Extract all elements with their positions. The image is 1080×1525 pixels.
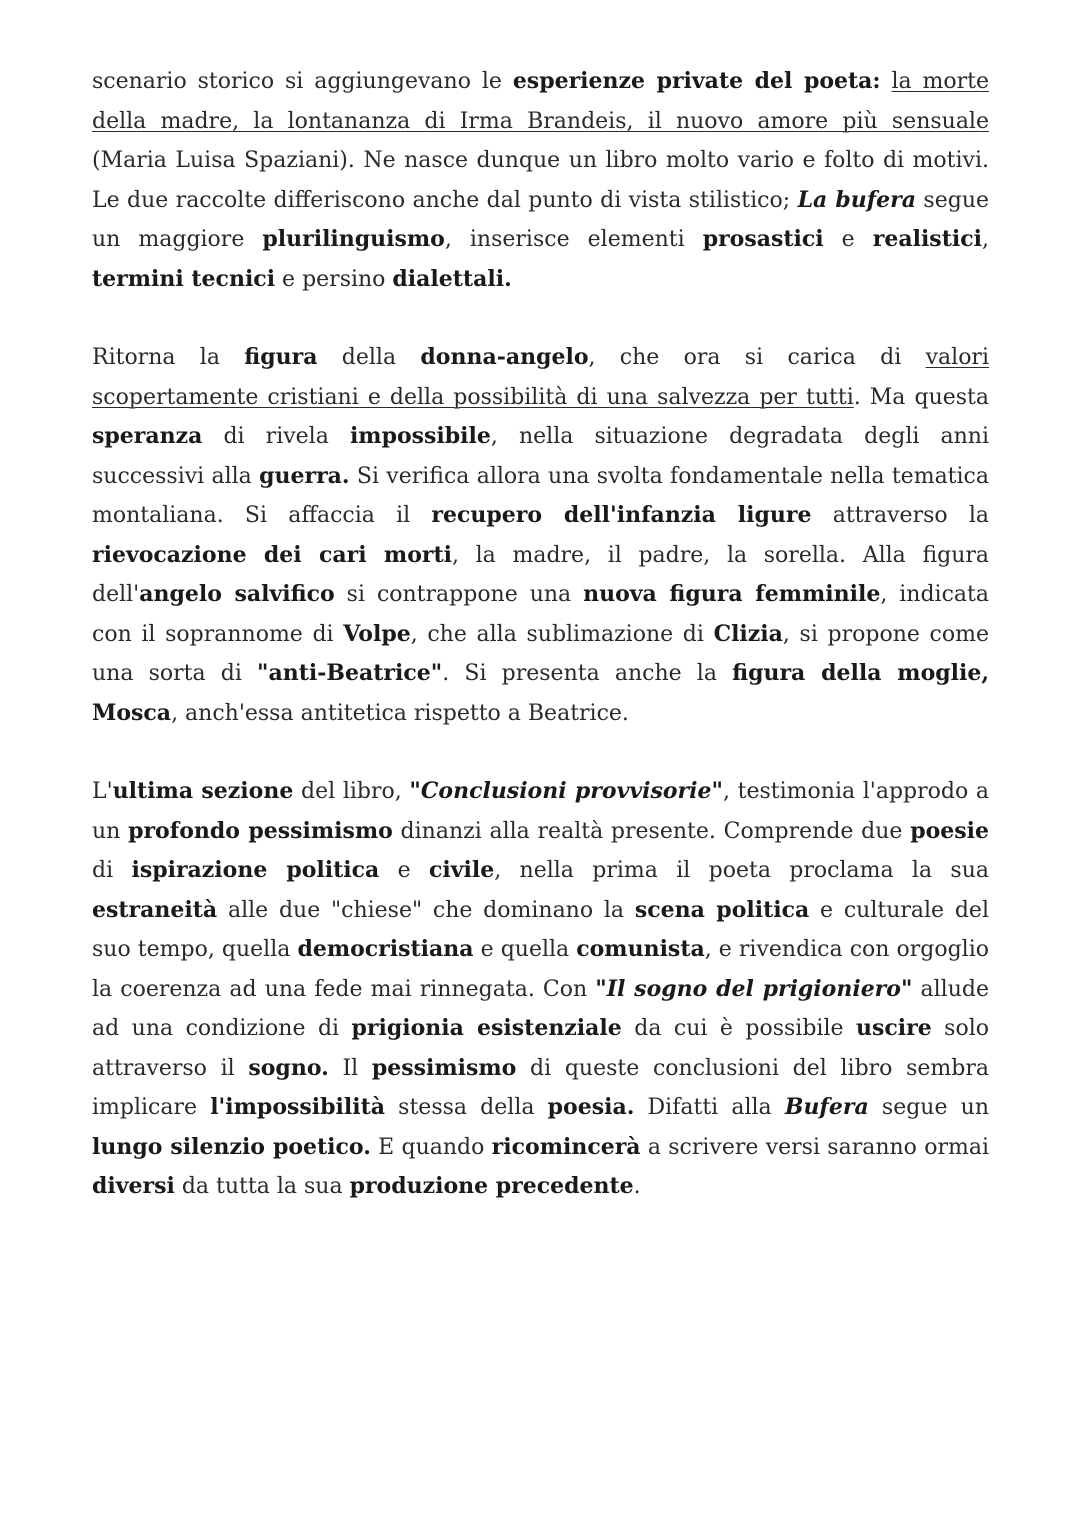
text-run: . (633, 1174, 641, 1199)
emphasized-text: profondo pessimismo (128, 817, 393, 844)
emphasized-text: valori scopertamente cristiani e della possibilità di una salvezza per tutti (92, 345, 989, 410)
text-run: dinanzi alla realtà presente. Comprende due (392, 818, 911, 844)
text-run: solo attraverso il (92, 1016, 989, 1081)
text-run: , nella situazione degradata degli anni successivi alla (92, 424, 989, 489)
emphasized-text: nuova figura femminile (583, 581, 881, 607)
emphasized-text: "Il sogno del prigioniero" (595, 975, 913, 1002)
text-run: , che ora si carica di (588, 345, 926, 370)
text-run: alle due "chiese" che dominano la (217, 897, 635, 923)
emphasized-text: dialettali. (392, 265, 512, 292)
emphasized-text: scena politica (634, 896, 810, 923)
emphasized-text: plurilinguismo (262, 226, 445, 252)
text-run: segue un maggiore (92, 187, 990, 252)
emphasized-text: uscire (855, 1015, 932, 1041)
emphasized-text: termini tecnici (92, 265, 276, 292)
emphasized-text: figura della moglie, Mosca (92, 660, 990, 726)
text-run: di queste conclusioni del libro sembra implicare (92, 1055, 989, 1120)
emphasized-text: pessimismo (371, 1054, 517, 1081)
text-run: scenario storico si aggiungevano le (92, 69, 513, 94)
text-run: e culturale del suo tempo, quella (92, 897, 989, 962)
paragraph-conclusioni-provvisorie (92, 772, 989, 1207)
emphasized-text: poesia. (547, 1094, 635, 1120)
emphasized-text: prosastici (702, 226, 824, 252)
text-run: . Ma questa (853, 384, 990, 410)
text-run: del libro, (293, 779, 410, 804)
emphasized-text: prigionia esistenziale (351, 1015, 622, 1041)
document-page (92, 62, 989, 1207)
emphasized-text: lungo silenzio poetico. (92, 1133, 371, 1160)
text-run: , testimonia l'approdo a un (92, 779, 990, 844)
text-run: e (823, 227, 873, 252)
emphasized-text: realistici (872, 226, 982, 252)
emphasized-text: recupero dell'infanzia ligure (431, 502, 812, 528)
text-run: e (379, 858, 429, 883)
emphasized-text: guerra. (259, 462, 350, 489)
text-run: . Si presenta anche la (442, 661, 733, 686)
text-run: , nella prima il poeta proclama la sua (494, 858, 989, 883)
text-run: L' (92, 779, 113, 804)
text-run: , la madre, il padre, la sorella. Alla figura dell' (92, 542, 989, 607)
emphasized-text: "anti-Beatrice" (257, 660, 443, 686)
text-run: stessa della (385, 1095, 548, 1120)
emphasized-text: Volpe (343, 620, 411, 647)
text-run: (Maria Luisa Spaziani). Ne nasce dunque un libro molto vario e folto di motivi. Le due raccolte differiscono anche dal punto di vista stilistico; (92, 148, 989, 213)
text-run: segue un (868, 1095, 990, 1120)
text-run: , anch'essa antitetica rispetto a Beatrice. (171, 700, 629, 726)
emphasized-text: civile (428, 857, 495, 883)
text-run: E quando (370, 1134, 492, 1160)
emphasized-text: donna-angelo (420, 344, 589, 370)
emphasized-text: produzione precedente (349, 1173, 634, 1199)
emphasized-text: diversi (92, 1173, 175, 1199)
emphasized-text: la morte della madre, la lontananza di Irma Brandeis, il nuovo amore più sensuale (92, 69, 990, 134)
text-run: a scrivere versi saranno ormai (640, 1134, 989, 1160)
emphasized-text: "Conclusioni provvisorie" (409, 778, 723, 804)
emphasized-text: comunista (576, 936, 705, 962)
text-run: Ritorna la (92, 345, 245, 370)
emphasized-text: democristiana (297, 936, 474, 962)
text-run (881, 69, 892, 94)
text-run: , (981, 227, 989, 252)
text-run: , indicata con il soprannome di (92, 582, 989, 647)
emphasized-text: impossibile (349, 423, 491, 449)
text-run: e persino (275, 266, 393, 292)
emphasized-text: Clizia (713, 620, 783, 647)
text-run: attraverso la (811, 503, 989, 528)
emphasized-text: speranza (92, 423, 203, 449)
text-run: da cui è possibile (621, 1016, 856, 1041)
emphasized-text: Bufera (784, 1094, 869, 1120)
text-run: si contrappone una (334, 582, 584, 607)
emphasized-text: rievocazione dei cari morti (92, 541, 452, 568)
text-run: di rivela (202, 424, 350, 449)
emphasized-text: l'impossibilità (210, 1094, 385, 1120)
paragraph-private-experiences (92, 62, 989, 299)
text-run: della (317, 345, 421, 370)
emphasized-text: estraneità (92, 896, 218, 923)
text-run: e quella (473, 937, 577, 962)
emphasized-text: ultima sezione (112, 778, 294, 804)
emphasized-text: esperienze private del poeta: (512, 68, 881, 94)
text-run: , che alla sublimazione di (410, 621, 714, 647)
text-run: Si verifica allora una svolta fondamentale nella tematica montaliana. Si affaccia il (92, 463, 989, 528)
text-run: di (92, 858, 132, 883)
text-run: , si propone come una sorta di (92, 621, 989, 686)
emphasized-text: poesie (910, 817, 989, 844)
text-run: allude ad una condizione di (92, 976, 989, 1041)
emphasized-text: ispirazione politica (131, 857, 380, 883)
text-run: da tutta la sua (174, 1174, 350, 1199)
emphasized-text: ricomincerà (491, 1133, 641, 1160)
emphasized-text: angelo salvifico (139, 581, 335, 607)
text-run: , inserisce elementi (444, 227, 703, 252)
text-run: Difatti alla (634, 1095, 785, 1120)
text-run: Il (328, 1055, 372, 1081)
emphasized-text: La bufera (797, 186, 917, 213)
emphasized-text: sogno. (248, 1054, 329, 1081)
text-run: , e rivendica con orgoglio la coerenza ad una fede mai rinnegata. Con (92, 937, 989, 1002)
paragraph-donna-angelo (92, 338, 989, 733)
emphasized-text: figura (244, 344, 318, 370)
